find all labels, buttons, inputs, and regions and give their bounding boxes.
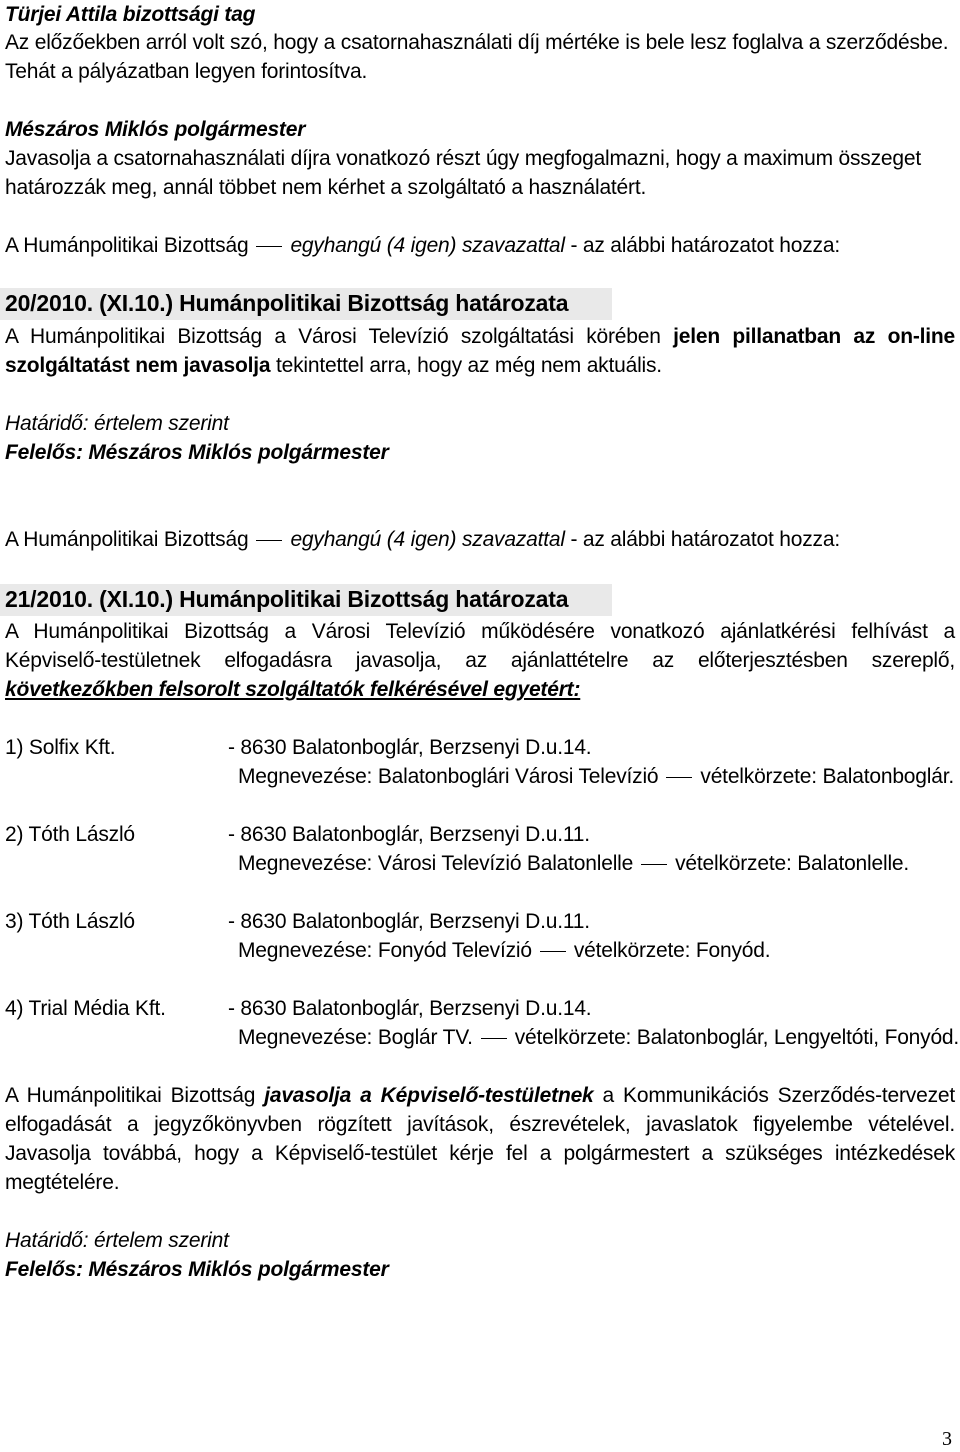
emphasis-text: jelen pillanatban az on-line	[673, 325, 956, 348]
provider-description	[238, 936, 770, 965]
paragraph-line: Tehát a pályázatban legyen forintosítva.	[5, 60, 368, 83]
provider-address: - 8630 Balatonboglár, Berzsenyi D.u.11.	[228, 910, 590, 933]
provider-address: - 8630 Balatonboglár, Berzsenyi D.u.14.	[228, 997, 592, 1020]
vote-result: egyhangú (4 igen) szavazattal	[290, 234, 565, 257]
vote-statement	[5, 231, 840, 260]
paragraph-line: elfogadását a jegyzőkönyvben rögzített javítások, észrevételek, javaslatok figyelembe vételével.	[5, 1113, 955, 1136]
page-number: 3	[942, 1428, 952, 1450]
provider-address: - 8630 Balatonboglár, Berzsenyi D.u.11.	[228, 823, 590, 846]
provider-label: Megnevezése: Balatonboglári Városi Televízió	[238, 765, 659, 788]
resolution-title: 21/2010. (XI.10.) Humánpolitikai Bizottság határozata	[5, 586, 569, 612]
emphasis-text: javasolja a Képviselő-testületnek	[264, 1084, 594, 1107]
deadline: Határidő: értelem szerint	[5, 412, 229, 435]
provider-area: vételkörzete: Balatonlelle.	[675, 852, 910, 875]
provider-area: vételkörzete: Fonyód.	[573, 939, 771, 962]
provider-description	[238, 762, 954, 791]
dash-line	[256, 246, 282, 247]
dash-line	[666, 777, 692, 778]
provider-area: vételkörzete: Balatonboglár.	[700, 765, 954, 788]
paragraph-line: következőkben felsorolt szolgáltatók felkérésével egyetért:	[5, 678, 581, 701]
dash-line	[641, 864, 667, 865]
text-span: A Humánpolitikai Bizottság	[5, 1084, 265, 1107]
provider-label: Megnevezése: Fonyód Televízió	[238, 939, 532, 962]
text-span: a Kommunikációs Szerződés-tervezet	[593, 1084, 955, 1107]
emphasis-text: szolgáltatást nem javasolja	[5, 354, 271, 377]
provider-name: 2) Tóth László	[5, 823, 135, 846]
text-span: tekintettel arra, hogy az még nem aktuális.	[270, 354, 662, 377]
paragraph-line	[5, 322, 955, 351]
paragraph-line: Képviselő-testületnek elfogadásra javasolja, az ajánlattételre az előterjesztésben szereplő,	[5, 649, 955, 672]
provider-label: Megnevezése: Boglár TV.	[238, 1026, 473, 1049]
paragraph-line: A Humánpolitikai Bizottság a Városi Televízió működésére vonatkozó ajánlatkérési felhívást a	[5, 620, 955, 643]
paragraph-line	[5, 351, 662, 380]
paragraph-line: Javasolja a csatornahasználati díjra vonatkozó részt úgy megfogalmazni, hogy a maximum összeget	[5, 147, 921, 170]
provider-address: - 8630 Balatonboglár, Berzsenyi D.u.14.	[228, 736, 592, 759]
paragraph-line: megtételére.	[5, 1171, 120, 1194]
vote-prefix: A Humánpolitikai Bizottság	[5, 528, 249, 551]
paragraph-line: Az előzőekben arról volt szó, hogy a csatornahasználati díj mértéke is bele lesz foglalva a szerződésbe.	[5, 31, 949, 54]
vote-result: egyhangú (4 igen) szavazattal	[290, 528, 565, 551]
provider-label: Megnevezése: Városi Televízió Balatonlelle	[238, 852, 634, 875]
dash-line	[256, 540, 282, 541]
resolution-title: 20/2010. (XI.10.) Humánpolitikai Bizottság határozata	[5, 290, 569, 316]
paragraph-line	[5, 1081, 955, 1110]
dash-line	[540, 951, 566, 952]
paragraph-line: Javasolja továbbá, hogy a Képviselő-testület kérje fel a polgármestert a szükséges intézkedések	[5, 1142, 955, 1165]
responsible: Felelős: Mészáros Miklós polgármester	[5, 1258, 389, 1281]
vote-suffix: - az alábbi határozatot hozza:	[570, 528, 840, 551]
speaker-name: Mészáros Miklós polgármester	[5, 118, 306, 141]
provider-description	[238, 849, 909, 878]
vote-prefix: A Humánpolitikai Bizottság	[5, 234, 249, 257]
provider-name: 3) Tóth László	[5, 910, 135, 933]
provider-name: 1) Solfix Kft.	[5, 736, 116, 759]
provider-description	[238, 1023, 959, 1052]
text-span: A Humánpolitikai Bizottság a Városi Televízió szolgáltatási körében	[5, 325, 674, 348]
provider-name: 4) Trial Média Kft.	[5, 997, 166, 1020]
responsible: Felelős: Mészáros Miklós polgármester	[5, 441, 389, 464]
speaker-name: Türjei Attila bizottsági tag	[5, 3, 256, 26]
deadline: Határidő: értelem szerint	[5, 1229, 229, 1252]
provider-area: vételkörzete: Balatonboglár, Lengyeltóti, Fonyód.	[514, 1026, 960, 1049]
vote-statement	[5, 525, 840, 554]
vote-suffix: - az alábbi határozatot hozza:	[570, 234, 840, 257]
dash-line	[481, 1038, 507, 1039]
paragraph-line: határozzák meg, annál többet nem kérhet a szolgáltató a használatért.	[5, 176, 647, 199]
